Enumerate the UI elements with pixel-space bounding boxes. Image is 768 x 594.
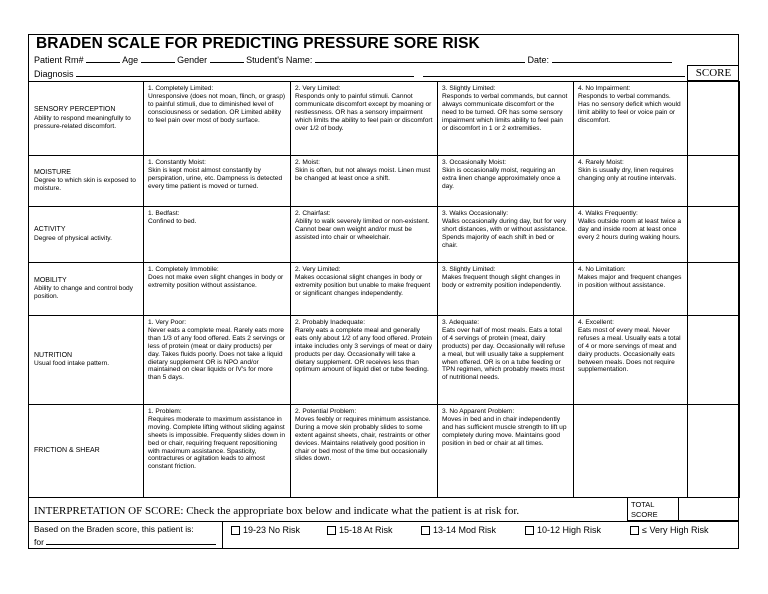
choice-label: ≤ Very High Risk bbox=[642, 525, 709, 535]
category-desc: Degree to which skin is exposed to moisture. bbox=[34, 177, 136, 193]
option-text: Never eats a complete meal. Rarely eats more than 1/3 of any food offered. Eats 2 servings or less of protein (meat or dairy products) per day. Takes fluids poorly. Does not take a liquid dietary supplement OR is NPO and/or maintained on clear liquids or IV's for more than 5 days. bbox=[148, 326, 285, 382]
option-text: Responds to verbal commands, but cannot always communicate discomfort or the need to be turned. OR has some sensory impairment which limits ability to feel pain or discomfort in 1 or 2 extremities. bbox=[442, 92, 568, 132]
option-cell[interactable] bbox=[144, 156, 291, 207]
option-cell[interactable] bbox=[144, 82, 291, 156]
choice-label: 13-14 Mod Risk bbox=[433, 525, 497, 535]
form-title: BRADEN SCALE FOR PREDICTING PRESSURE SORE RISK bbox=[36, 35, 480, 52]
score-cell[interactable] bbox=[688, 263, 740, 316]
option-title: 2. Probably Inadequate: bbox=[295, 319, 366, 326]
option-text: Does not make even slight changes in body or extremity position without assistance. bbox=[148, 273, 284, 289]
category-name: FRICTION & SHEAR bbox=[34, 446, 100, 454]
score-cell[interactable] bbox=[688, 207, 740, 263]
option-text: Moves feebly or requires minimum assistance. During a move skin probably slides to some extent against sheets, chair, restraints or other devices. Maintains relatively good position in chair or bed most of the time but occasionally slides down. bbox=[295, 415, 431, 463]
category-cell bbox=[29, 156, 144, 207]
option-text: Ability to walk severely limited or non-existent. Cannot bear own weight and/or must be assisted into chair or wheelchair. bbox=[295, 217, 430, 241]
patient-info-line bbox=[34, 53, 672, 65]
for-label: for bbox=[34, 536, 44, 547]
risk-choice-mod-risk[interactable] bbox=[421, 525, 496, 535]
option-cell[interactable] bbox=[144, 207, 291, 263]
option-cell[interactable] bbox=[574, 82, 688, 156]
option-title: 3. Slightly Limited: bbox=[442, 266, 496, 273]
option-title: 4. Walks Frequently: bbox=[578, 210, 638, 217]
interpretation-text: INTERPRETATION OF SCORE: Check the appropriate box below and indicate what the patient is at risk for. bbox=[28, 497, 628, 521]
option-title: 2. Potential Problem: bbox=[295, 408, 357, 415]
choice-label: 19-23 No Risk bbox=[243, 525, 301, 535]
date-field[interactable] bbox=[552, 53, 672, 63]
option-title: 4. Rarely Moist: bbox=[578, 159, 624, 166]
option-title: 3. Adequate: bbox=[442, 319, 480, 326]
risk-choice-very-high-risk[interactable] bbox=[630, 525, 708, 535]
category-name: ACTIVITY bbox=[34, 226, 66, 234]
option-text: Walks outside room at least twice a day and inside room at least once every 2 hours during waking hours. bbox=[578, 217, 682, 241]
option-text: Skin is usually dry, linen requires changing only at routine intervals. bbox=[578, 166, 677, 182]
option-text: Confined to bed. bbox=[148, 217, 197, 225]
age-field[interactable] bbox=[141, 53, 175, 63]
date-label: Date: bbox=[527, 55, 549, 65]
category-desc: Usual food intake pattern. bbox=[34, 360, 110, 368]
option-cell[interactable] bbox=[438, 156, 574, 207]
option-title: 2. Chairfast: bbox=[295, 210, 331, 217]
total-score-label: TOTAL SCORE bbox=[627, 497, 679, 521]
category-cell bbox=[29, 405, 144, 498]
option-text: Makes occasional slight changes in body or extremity position but unable to make frequent or significant changes independently. bbox=[295, 273, 431, 297]
option-cell[interactable] bbox=[291, 82, 438, 156]
category-desc: Ability to respond meaningfully to pressure-related discomfort. bbox=[34, 114, 131, 130]
option-cell[interactable] bbox=[291, 207, 438, 263]
category-cell bbox=[29, 207, 144, 263]
option-title: 2. Very Limited: bbox=[295, 266, 341, 273]
option-title: 3. Slightly Limited: bbox=[442, 85, 496, 92]
option-title: 2. Very Limited: bbox=[295, 85, 341, 92]
option-title: 1. Completely Limited: bbox=[148, 85, 214, 92]
students-name-field[interactable] bbox=[315, 53, 525, 63]
category-name: MOBILITY bbox=[34, 276, 67, 284]
category-cell bbox=[29, 316, 144, 405]
option-cell[interactable] bbox=[144, 405, 291, 498]
option-cell[interactable] bbox=[144, 263, 291, 316]
option-text: Skin is occasionally moist, requiring an extra linen change approximately once a day. bbox=[442, 166, 561, 190]
gender-label: Gender bbox=[177, 55, 208, 65]
option-cell[interactable] bbox=[438, 82, 574, 156]
score-cell[interactable] bbox=[688, 405, 740, 498]
score-header: SCORE bbox=[687, 65, 739, 81]
option-cell[interactable] bbox=[291, 156, 438, 207]
option-title: 4. No Limitation: bbox=[578, 266, 626, 273]
category-name: NUTRITION bbox=[34, 351, 73, 359]
option-text: Requires moderate to maximum assistance in moving. Complete lifting without sliding against sheets is impossible. Frequently slides down in bed or chair, requiring frequent repositioning with maximum assistance. Spasticity, contractures or agitation leads to almost constant friction. bbox=[148, 415, 286, 471]
option-text: Makes frequent though slight changes in body or extremity position independently. bbox=[442, 273, 562, 289]
table-row bbox=[29, 263, 740, 316]
category-name: SENSORY PERCEPTION bbox=[34, 106, 116, 114]
risk-for-field[interactable] bbox=[46, 536, 216, 545]
based-on-label: Based on the Braden score, this patient is: bbox=[34, 524, 194, 534]
based-on-text bbox=[34, 524, 216, 549]
table-row bbox=[29, 156, 740, 207]
braden-table bbox=[28, 81, 740, 498]
diagnosis-field[interactable] bbox=[76, 67, 414, 77]
option-title: 1. Constantly Moist: bbox=[148, 159, 206, 166]
patient-rm-field[interactable] bbox=[86, 53, 120, 63]
checkbox[interactable] bbox=[630, 526, 639, 535]
option-text: Responds to verbal commands. Has no sensory deficit which would limit ability to feel or voice pain or discomfort. bbox=[578, 92, 681, 124]
score-cell[interactable] bbox=[688, 316, 740, 405]
diagnosis-field-2[interactable] bbox=[423, 67, 685, 77]
category-desc: Degree of physical activity. bbox=[34, 234, 112, 242]
diagnosis-line bbox=[34, 67, 685, 79]
risk-choice-high-risk[interactable] bbox=[525, 525, 601, 535]
risk-choice-at-risk[interactable] bbox=[327, 525, 393, 535]
option-text: Skin is often, but not always moist. Linen must be changed at least once a shift. bbox=[295, 166, 431, 182]
risk-choice-no-risk[interactable] bbox=[231, 525, 300, 535]
option-text: Walks occasionally during day, but for very short distances, with or without assistance. Spends majority of each shift in bed or chair. bbox=[442, 217, 567, 249]
option-text: Unresponsive (does not moan, flinch, or grasp) to painful stimuli, due to diminished level of consciousness or sedation. OR Limited ability to feel pain over most of body surface. bbox=[148, 92, 286, 124]
option-title: 4. Excellent: bbox=[578, 319, 614, 326]
option-title: 1. Very Poor: bbox=[148, 319, 187, 326]
option-cell[interactable] bbox=[438, 316, 574, 405]
option-text: Rarely eats a complete meal and generally eats only about 1/2 of any food offered. Protein intake includes only 3 servings of meat or dairy products per day. Occasionally will take a dietary supplement. OR receives less than optimum amount of liquid diet or tube feeding. bbox=[295, 326, 433, 374]
choice-label: 10-12 High Risk bbox=[537, 525, 602, 535]
checkbox[interactable] bbox=[421, 526, 430, 535]
checkbox[interactable] bbox=[525, 526, 534, 535]
option-text: Eats most of every meal. Never refuses a meal. Usually eats a total of 4 or more servings of meat and dairy products. Occasionally eats between meals. Does not require supplementation. bbox=[578, 326, 681, 374]
category-name: MOISTURE bbox=[34, 168, 71, 176]
score-cell[interactable] bbox=[688, 82, 740, 156]
option-text: Makes major and frequent changes in position without assistance. bbox=[578, 273, 682, 289]
checkbox[interactable] bbox=[231, 526, 240, 535]
checkbox[interactable] bbox=[327, 526, 336, 535]
option-title: 2. Moist: bbox=[295, 159, 320, 166]
option-cell[interactable] bbox=[574, 316, 688, 405]
category-cell bbox=[29, 263, 144, 316]
patient-rm-label: Patient Rm# bbox=[34, 55, 84, 65]
option-cell[interactable] bbox=[438, 263, 574, 316]
option-text: Skin is kept moist almost constantly by perspiration, urine, etc. Dampness is detected every time patient is moved or turned. bbox=[148, 166, 283, 190]
option-cell[interactable] bbox=[144, 316, 291, 405]
option-title: 1. Bedfast: bbox=[148, 210, 180, 217]
table-row bbox=[29, 82, 740, 156]
option-title: 3. Walks Occasionally: bbox=[442, 210, 509, 217]
diagnosis-label: Diagnosis bbox=[34, 69, 74, 79]
option-cell[interactable] bbox=[291, 263, 438, 316]
option-text: Moves in bed and in chair independently and has sufficient muscle strength to lift up completely during move. Maintains good position in bed or chair at all times. bbox=[442, 415, 567, 447]
option-title: 1. Problem: bbox=[148, 408, 182, 415]
empty-cell bbox=[574, 405, 688, 498]
option-cell[interactable] bbox=[438, 405, 574, 498]
option-cell[interactable] bbox=[574, 263, 688, 316]
age-label: Age bbox=[122, 55, 139, 65]
option-title: 3. Occasionally Moist: bbox=[442, 159, 507, 166]
category-cell bbox=[29, 82, 144, 156]
students-name-label: Student's Name: bbox=[246, 55, 313, 65]
option-cell[interactable] bbox=[574, 156, 688, 207]
option-cell[interactable] bbox=[291, 316, 438, 405]
total-score-field[interactable] bbox=[679, 497, 739, 521]
option-text: Eats over half of most meals. Eats a total of 4 servings of protein (meat, dairy products) per day. Occasionally will refuse a meal, but will usually take a supplement when offered. OR is on a tube feeding or TPN regimen, which probably meets most of nutritional needs. bbox=[442, 326, 566, 382]
option-title: 3. No Apparent Problem: bbox=[442, 408, 515, 415]
option-cell[interactable] bbox=[574, 207, 688, 263]
table-row bbox=[29, 207, 740, 263]
option-cell[interactable] bbox=[438, 207, 574, 263]
table-row bbox=[29, 316, 740, 405]
choice-label: 15-18 At Risk bbox=[339, 525, 393, 535]
option-cell[interactable] bbox=[291, 405, 438, 498]
row-divider bbox=[222, 521, 223, 549]
option-title: 4. No Impairment: bbox=[578, 85, 631, 92]
option-title: 1. Completely Immobile: bbox=[148, 266, 219, 273]
gender-field[interactable] bbox=[210, 53, 244, 63]
category-desc: Ability to change and control body position. bbox=[34, 285, 133, 301]
score-cell[interactable] bbox=[688, 156, 740, 207]
option-text: Responds only to painful stimuli. Cannot communicate discomfort except by moaning or restlessness. OR has a sensory impairment which limits the ability to feel pain or discomfort over 1/2 of body. bbox=[295, 92, 433, 132]
table-row bbox=[29, 405, 740, 498]
